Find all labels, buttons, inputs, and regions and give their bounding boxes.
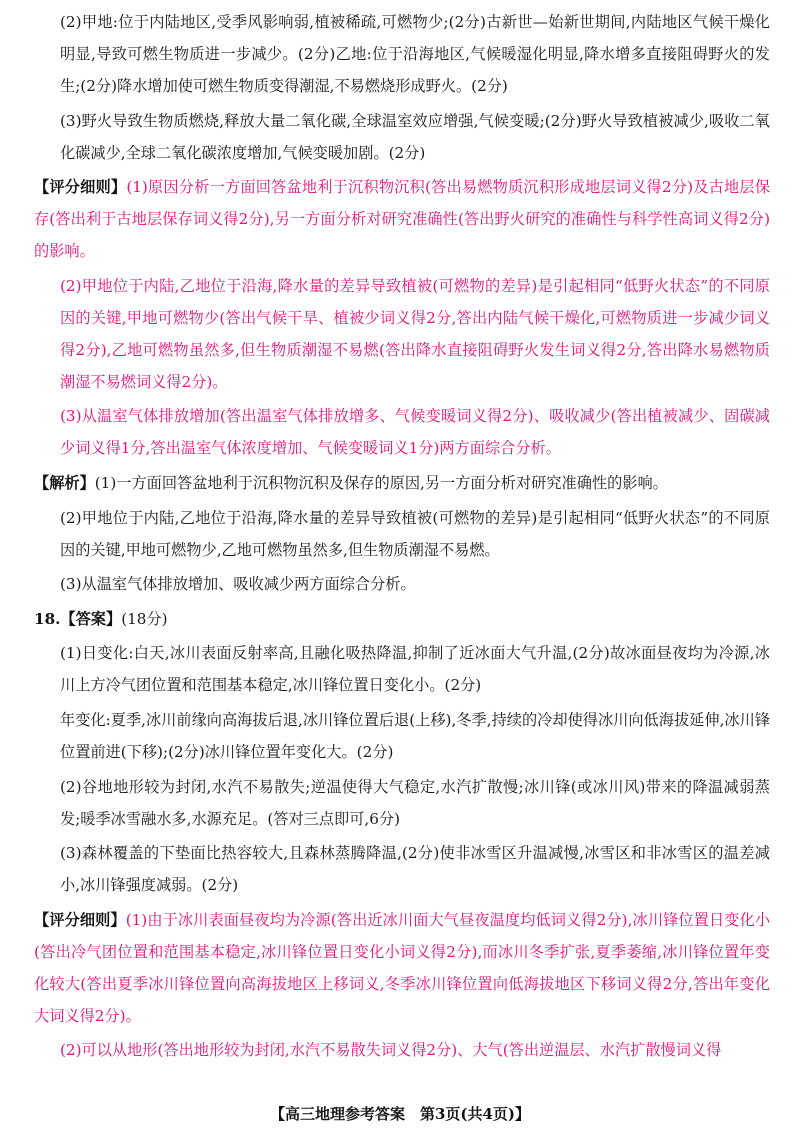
page-footer: 【高三地理参考答案 第3页(共4页)】 bbox=[269, 1105, 531, 1123]
paragraph bbox=[34, 568, 770, 600]
paragraph-text: (2)甲地位于内陆,乙地位于沿海,降水量的差异导致植被(可燃物的差异)是引起相同“低野火状态”的不同原因的关键,甲地可燃物少(答出气候干旱、植被少词义得2分,答出内陆气候干燥化,可燃物质进一步减少词义得2分),乙地可燃物虽然多,但生物质潮湿不易燃(答出降水直接阻碍野火发生词义得2分,答出降水易燃物质潮湿不易燃词义得2分)。 bbox=[60, 276, 770, 391]
paragraph bbox=[34, 637, 770, 701]
paragraph-text: (3)森林覆盖的下垫面比热容较大,且森林蒸腾降温,(2分)使非冰雪区升温减慢,冰雪区和非冰雪区的温差减小,冰川锋强度减弱。(2分) bbox=[60, 844, 770, 895]
paragraph-text: (3)野火导致生物质燃烧,释放大量二氧化碳,全球温室效应增强,气候变暖;(2分)野火导致植被减少,吸收二氧化碳减少,全球二氧化碳浓度增加,气候变暖加剧。(2分) bbox=[60, 111, 770, 162]
paragraph-text: (1)原因分析一方面回答盆地利于沉积物沉积(答出易燃物质沉积形成地层词义得2分)及古地层保存(答出利于古地层保存词义得2分),另一方面分析对研究准确性(答出野火研究的准确性与科学性高词义得2分)的影响。 bbox=[34, 178, 771, 261]
paragraph bbox=[34, 400, 770, 464]
paragraph bbox=[34, 467, 770, 499]
paragraph-text: (2)甲地位于内陆,乙地位于沿海,降水量的差异导致植被(可燃物的差异)是引起相同“低野火状态”的不同原因的关键,甲地可燃物少,乙地可燃物虽然多,但生物质潮湿不易燃。 bbox=[60, 508, 770, 559]
paragraph-text: (2)可以从地形(答出地形较为封闭,水汽不易散失词义得2分)、大气(答出逆温层、水汽扩散慢词义得 bbox=[60, 1041, 722, 1060]
paragraph-text: (3)从温室气体排放增加(答出温室气体排放增多、气候变暖词义得2分)、吸收减少(答出植被减少、固碳减少词义得1分,答出温室气体浓度增加、气候变暖词义1分)两方面综合分析。 bbox=[60, 407, 770, 458]
paragraph bbox=[34, 105, 770, 169]
paragraph-text: (1)日变化:白天,冰川表面反射率高,且融化吸热降温,抑制了近冰面大气升温,(2分)故冰面昼夜均为冷源,冰川上方冷气团位置和范围基本稳定,冰川锋位置日变化小。(2分) bbox=[60, 644, 770, 695]
paragraph bbox=[34, 603, 770, 635]
section-tag: 18.【答案】 bbox=[34, 609, 122, 628]
paragraph-text: (1)一方面回答盆地利于沉积物沉积及保存的原因,另一方面分析对研究准确性的影响。 bbox=[94, 473, 668, 492]
paragraph bbox=[34, 6, 770, 102]
paragraph-text: (18分) bbox=[121, 609, 168, 628]
section-tag: 【评分细则】 bbox=[34, 910, 126, 929]
paragraph bbox=[34, 502, 770, 566]
section-tag: 【评分细则】 bbox=[34, 178, 127, 197]
paragraph-text: (3)从温室气体排放增加、吸收减少两方面综合分析。 bbox=[60, 575, 416, 594]
paragraph bbox=[34, 270, 770, 398]
paragraph bbox=[34, 837, 770, 901]
paragraph bbox=[34, 904, 770, 1032]
paragraph bbox=[34, 704, 770, 768]
paragraph-text: 年变化:夏季,冰川前缘向高海拔后退,冰川锋位置后退(上移),冬季,持续的冷却使得冰川向低海拔延伸,冰川锋位置前进(下移);(2分)冰川锋位置年变化大。(2分) bbox=[60, 710, 770, 761]
paragraph-text: (2)谷地地形较为封闭,水汽不易散失;逆温使得大气稳定,水汽扩散慢;冰川锋(或冰川风)带来的降温减弱蒸发;暖季冰雪融水多,水源充足。(答对三点即可,6分) bbox=[60, 777, 770, 828]
section-tag: 【解析】 bbox=[34, 473, 95, 492]
paragraph-text: (1)由于冰川表面昼夜均为冷源(答出近冰川面大气昼夜温度均低词义得2分),冰川锋位置日变化小(答出冷气团位置和范围基本稳定,冰川锋位置日变化小词义得2分),而冰川冬季扩张,夏季萎缩,冰川锋位置年变化较大(答出夏季冰川锋位置向高海拔地区上移词义,冬季冰川锋位置向低海拔地区下移词义得2分,答出年变化大词义得2分)。 bbox=[34, 910, 771, 1025]
paragraph-text: (2)甲地:位于内陆地区,受季风影响弱,植被稀疏,可燃物少;(2分)古新世—始新世期间,内陆地区气候干燥化明显,导致可燃生物质进一步减少。(2分)乙地:位于沿海地区,气候暖湿化明显,降水增多直接阻碍野火的发生;(2分)降水增加使可燃生物质变得潮湿,不易燃烧形成野火。(2分) bbox=[60, 13, 770, 95]
paragraph bbox=[34, 171, 770, 267]
answer-content bbox=[34, 6, 770, 1066]
paragraph bbox=[34, 771, 770, 835]
paragraph bbox=[34, 1034, 770, 1066]
